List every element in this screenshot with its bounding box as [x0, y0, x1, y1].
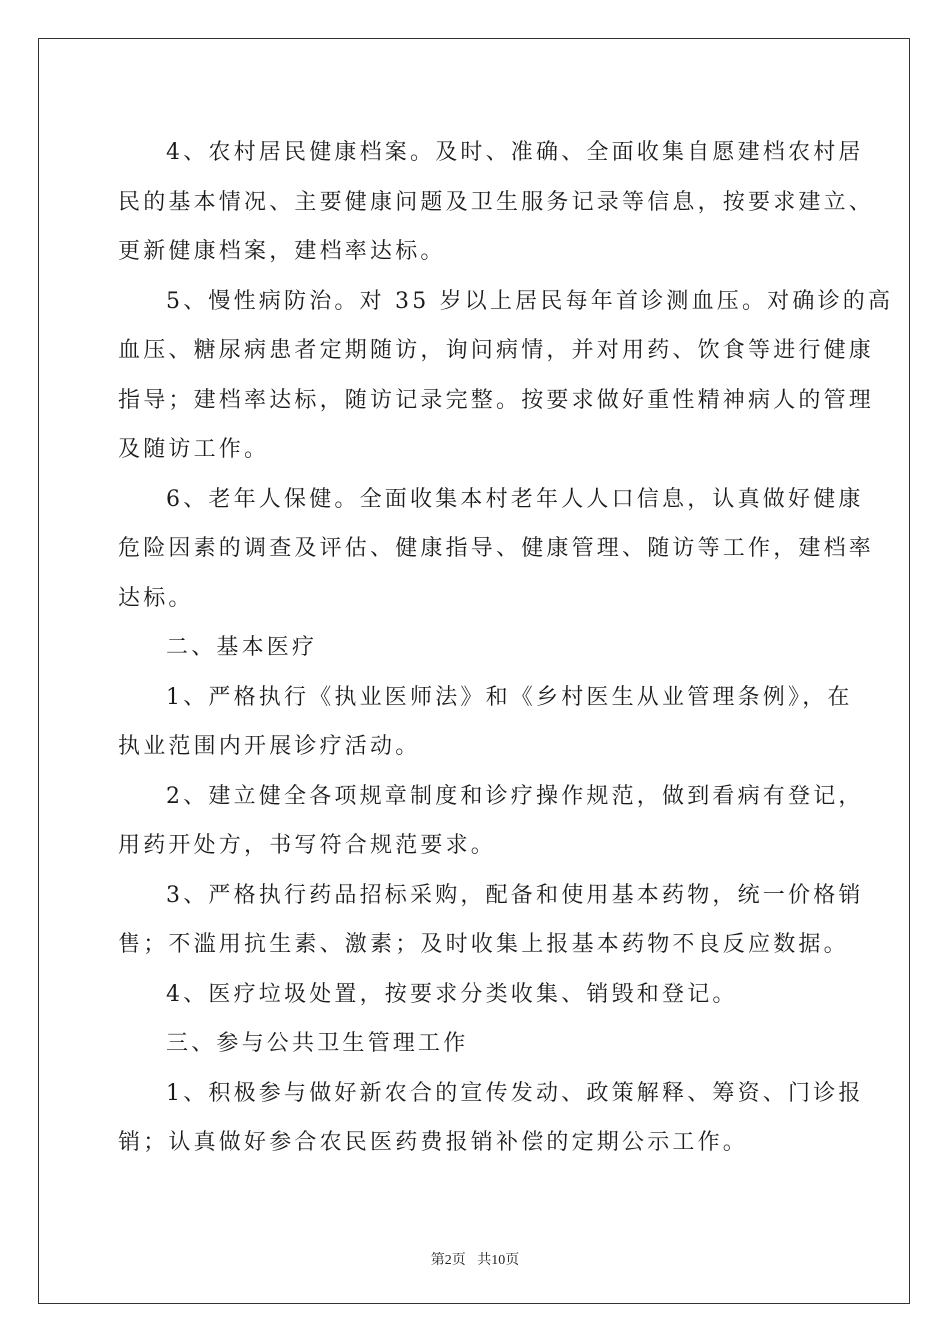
paragraph: [118, 1019, 838, 1069]
paragraph-line: 民的基本情况、主要健康问题及卫生服务记录等信息，按要求建立、: [118, 189, 875, 215]
paragraph: [118, 1069, 864, 1168]
paragraph-line: 4、农村居民健康档案。及时、准确、全面收集自愿建档农村居: [166, 140, 864, 165]
paragraph-line: 3、严格执行药品招标采购，配备和使用基本药物，统一价格销: [166, 882, 864, 908]
paragraph: [118, 970, 838, 1020]
paragraph-line: 1、积极参与做好新农合的宣传发动、政策解释、筹资、门诊报: [166, 1080, 864, 1106]
paragraph: [118, 128, 875, 277]
paragraph: [118, 277, 894, 475]
paragraph: [118, 673, 853, 772]
total-pages: 共10页: [477, 1253, 520, 1268]
paragraph-line: 2、建立健全各项规章制度和诊疗操作规范，做到看病有登记，: [166, 783, 864, 809]
paragraph-line: 达标。: [118, 585, 194, 611]
paragraph-line: 执业范围内开展诊疗活动。: [118, 734, 421, 759]
paragraph-line: 5、慢性病防治。对 35 岁以上居民每年首诊测血压。对确诊的高: [166, 288, 894, 314]
paragraph-line: 售；不滥用抗生素、激素；及时收集上报基本药物不良反应数据。: [118, 932, 849, 957]
page-number: 第2页: [430, 1253, 466, 1268]
paragraph: [118, 623, 838, 673]
paragraph-line: 销；认真做好参合农民医药费报销补偿的定期公示工作。: [118, 1130, 749, 1155]
paragraph: [118, 871, 864, 970]
paragraph-line: 血压、糖尿病患者定期随访，询问病情，并对用药、饮食等进行健康: [118, 338, 875, 363]
paragraph-line: 1、严格执行《执业医师法》和《乡村医生从业管理条例》，在: [166, 684, 853, 710]
paragraph-line: 三、参与公共卫生管理工作: [166, 1031, 469, 1056]
paragraph-line: 及随访工作。: [118, 437, 270, 462]
paragraph: [118, 772, 864, 871]
paragraph-line: 指导；建档率达标，随访记录完整。按要求做好重性精神病人的管理: [118, 387, 875, 413]
paragraph-line: 4、医疗垃圾处置，按要求分类收集、销毁和登记。: [166, 981, 738, 1007]
paragraph-line: 6、老年人保健。全面收集本村老年人人口信息，认真做好健康: [166, 486, 864, 512]
page-footer: [0, 1249, 950, 1269]
document-body: [118, 128, 894, 1168]
paragraph-line: 二、基本医疗: [166, 635, 318, 660]
paragraph-line: 危险因素的调查及评估、健康指导、健康管理、随访等工作，建档率: [118, 536, 875, 561]
paragraph-line: 用药开处方，书写符合规范要求。: [118, 833, 497, 858]
paragraph-line: 更新健康档案，建档率达标。: [118, 239, 446, 264]
paragraph: [118, 475, 875, 624]
